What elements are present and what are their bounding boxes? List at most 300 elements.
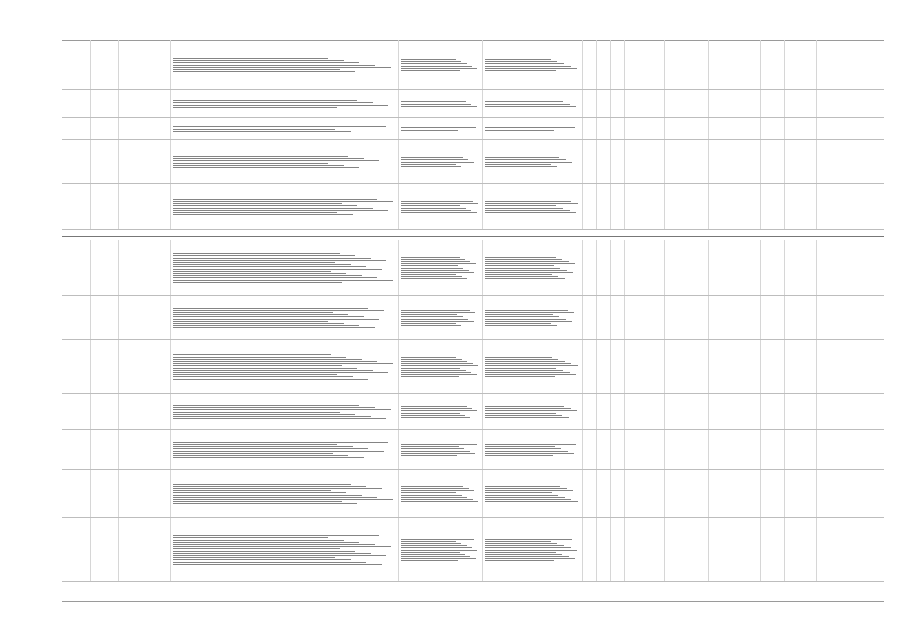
cell-name [118,184,170,230]
cell-cat [624,470,664,518]
text-lines [485,432,579,468]
text-line [401,205,460,206]
text-line [173,363,393,364]
cell-text [816,430,884,470]
text-line [485,560,554,561]
cell-text [118,296,170,340]
cell-v1 [582,340,596,394]
text-line [173,359,362,360]
text-line [401,201,473,202]
text-line [173,310,384,311]
cell-org [816,140,884,184]
cell-text [784,184,816,230]
text-line [401,159,468,160]
text-line [173,503,357,504]
cell-use [664,240,708,296]
cell-text [596,470,610,518]
table-row [62,90,884,118]
cell-num [760,518,784,582]
table-row [62,296,884,340]
text-line [485,314,553,315]
cell-v2 [596,296,610,340]
text-line [173,418,386,419]
text-line [173,163,328,164]
text-line [173,562,366,563]
cell-text [596,296,610,340]
cell-text [118,140,170,184]
cell-text [708,296,760,340]
text-line [401,417,470,418]
text-line [401,453,475,454]
cell-v2 [596,340,610,394]
text-line [173,455,348,456]
text-line [173,442,388,443]
text-line [401,406,467,407]
cell-date [784,184,816,230]
text-line [401,276,462,277]
cell-v3 [610,184,624,230]
text-line [485,130,554,131]
cell-date [784,140,816,184]
text-line [173,488,382,489]
cell-text [118,240,170,296]
text-line [401,488,469,489]
text-line [485,268,560,269]
cell-text [90,184,118,230]
cell-bound_a [398,184,482,230]
table-row [62,40,884,90]
cell-num [760,40,784,90]
text-line [173,160,379,161]
text-line [485,263,575,264]
text-line [485,368,556,369]
cell-text [664,340,708,394]
table-row [62,394,884,430]
text-line [173,412,340,413]
cell-use [664,40,708,90]
cell-text [760,118,784,140]
cell-cat [624,340,664,394]
cell-text [582,340,596,394]
cell-bound_b [482,340,582,394]
cell-v1 [582,394,596,430]
cell-name [118,518,170,582]
text-line [401,361,467,362]
text-line [173,551,355,552]
cell-text [760,340,784,394]
text-lines [401,242,479,294]
cell-num [760,394,784,430]
cell-bound_b [482,184,582,230]
cell-text [664,184,708,230]
cell-bound_b [482,118,582,140]
cell-text [90,40,118,90]
cell-v2 [596,90,610,118]
text-lines [173,92,395,116]
text-lines [485,520,579,580]
text-line [173,260,386,261]
cell-text [62,518,90,582]
text-line [401,166,461,167]
cell-text [62,394,90,430]
cell-code [90,90,118,118]
cell-own [708,394,760,430]
text-line [401,376,459,377]
text-line [173,126,386,127]
text-line [485,376,555,377]
cell-v1 [582,118,596,140]
cell-text [118,118,170,140]
text-line [173,314,348,315]
cell-text [784,470,816,518]
cell-text [784,296,816,340]
table-row [62,470,884,518]
cell-text [760,40,784,90]
text-line [173,262,335,263]
text-line [485,157,559,158]
cell-text [90,430,118,470]
text-line [401,410,477,411]
text-line [401,325,461,326]
text-line [485,274,552,275]
cell-desc [170,90,398,118]
text-lines [173,520,395,580]
text-line [401,444,477,445]
text-line [485,539,572,540]
text-line [485,543,557,544]
cell-bound_b [482,296,582,340]
cell-text [624,296,664,340]
text-line [173,409,391,410]
cell-v1 [582,184,596,230]
row-divider [62,581,884,582]
text-line [173,540,344,541]
cell-text [816,240,884,296]
text-line [173,264,351,265]
text-line [173,158,364,159]
text-line [485,455,553,456]
text-line [485,446,555,447]
cell-v1 [582,296,596,340]
text-line [173,308,368,309]
text-line [173,258,371,259]
text-line [173,199,377,200]
text-line [173,255,355,256]
cell-n [62,394,90,430]
text-line [173,208,373,209]
text-line [401,372,471,373]
cell-n [62,90,90,118]
cell-org [816,40,884,90]
cell-bound_b [482,140,582,184]
cell-v3 [610,340,624,394]
text-line [173,107,337,108]
cell-text [90,118,118,140]
cell-text [610,240,624,296]
text-line [401,545,467,546]
cell-text [760,470,784,518]
cell-v2 [596,40,610,90]
cell-use [664,184,708,230]
cell-text [90,240,118,296]
text-lines [173,142,395,182]
text-line [485,325,557,326]
text-line [173,553,371,554]
text-line [173,69,340,70]
text-line [485,410,577,411]
text-line [401,272,474,273]
cell-v3 [610,470,624,518]
text-line [173,327,375,328]
text-line [485,550,577,551]
text-line [173,544,375,545]
text-line [173,372,388,373]
text-line [173,212,337,213]
cell-use [664,470,708,518]
text-line [173,559,351,560]
cell-desc [170,430,398,470]
cell-text [760,518,784,582]
cell-desc [170,394,398,430]
text-line [173,374,337,375]
text-line [173,555,386,556]
text-line [401,127,476,128]
cell-desc [170,470,398,518]
cell-desc [170,140,398,184]
cell-text [118,470,170,518]
text-line [401,263,476,264]
text-line [485,374,576,375]
cell-text [624,118,664,140]
text-line [401,104,471,105]
cell-text [62,340,90,394]
cell-text [708,118,760,140]
text-line [401,259,465,260]
cell-text [708,90,760,118]
cell-org [816,240,884,296]
text-line [173,253,340,254]
text-line [173,486,366,487]
text-line [485,357,552,358]
text-line [485,312,574,313]
text-line [173,453,333,454]
text-lines [485,342,579,392]
cell-text [624,90,664,118]
cell-own [708,118,760,140]
text-lines [173,472,395,516]
text-lines [401,142,479,182]
text-line [173,546,391,547]
text-line [485,59,551,60]
text-lines [401,342,479,392]
text-line [173,273,346,274]
text-line [485,552,556,553]
cell-text [708,240,760,296]
cell-text [624,340,664,394]
cell-text [708,470,760,518]
text-line [173,105,388,106]
text-line [485,201,571,202]
cell-text [664,430,708,470]
cell-own [708,140,760,184]
table-row [62,184,884,230]
table-row [62,140,884,184]
text-line [173,323,344,324]
cell-bound_a [398,40,482,90]
cell-v1 [582,518,596,582]
cell-num [760,470,784,518]
cell-text [816,40,884,90]
text-line [485,106,576,107]
cell-text [596,40,610,90]
text-line [401,316,463,317]
cell-v2 [596,118,610,140]
cell-text [816,140,884,184]
text-line [485,212,576,213]
text-line [173,368,357,369]
text-line [173,446,353,447]
cell-text [760,240,784,296]
text-line [485,359,558,360]
text-line [485,68,577,69]
text-line [401,556,470,557]
cell-text [784,240,816,296]
text-lines [401,432,479,468]
text-line [401,101,466,102]
text-line [401,203,478,204]
cell-text [816,90,884,118]
cell-code [90,470,118,518]
text-line [401,162,474,163]
cell-cat [624,140,664,184]
cell-text [624,140,664,184]
cell-own [708,340,760,394]
cell-text [784,394,816,430]
cell-bound_a [398,394,482,430]
cell-v3 [610,90,624,118]
text-line [401,448,464,449]
text-line [173,490,331,491]
text-line [401,106,477,107]
cell-date [784,340,816,394]
cell-bound_a [398,430,482,470]
text-line [173,67,391,68]
cell-name [118,240,170,296]
text-line [173,58,328,59]
text-lines [401,92,479,116]
text-line [401,212,477,213]
text-line [485,492,552,493]
cell-text [596,240,610,296]
text-line [173,312,333,313]
text-line [173,100,357,101]
cell-n [62,184,90,230]
cell-n [62,140,90,184]
text-line [485,541,551,542]
cell-text [118,90,170,118]
text-line [173,271,331,272]
text-lines [401,396,479,428]
text-lines [485,472,579,516]
cell-v2 [596,140,610,184]
text-line [173,414,355,415]
cell-own [708,296,760,340]
cell-bound_b [482,40,582,90]
cell-text [610,90,624,118]
cell-text [118,430,170,470]
cell-n [62,470,90,518]
text-line [401,370,466,371]
cell-v3 [610,518,624,582]
cell-n [62,40,90,90]
cell-text [610,470,624,518]
text-line [485,257,556,258]
text-line [485,486,560,487]
cell-v3 [610,118,624,140]
section-divider [62,236,884,237]
cell-name [118,140,170,184]
text-line [485,545,564,546]
text-line [485,448,561,449]
cell-code [90,394,118,430]
text-line [173,269,382,270]
cell-date [784,394,816,430]
text-line [401,539,474,540]
cell-text [664,118,708,140]
cell-use [664,518,708,582]
cell-code [90,296,118,340]
cell-org [816,90,884,118]
text-line [401,541,456,542]
text-line [173,451,384,452]
text-line [401,59,456,60]
text-line [401,312,475,313]
cell-text [664,40,708,90]
text-lines [173,432,395,468]
text-lines [173,42,395,88]
cell-text [596,430,610,470]
text-line [173,407,375,408]
table-row [62,430,884,470]
text-line [401,310,470,311]
cell-text [784,430,816,470]
text-line [485,490,573,491]
cell-text [596,140,610,184]
cell-text [664,394,708,430]
text-line [401,270,469,271]
cell-text [784,40,816,90]
text-line [401,265,458,266]
cell-v2 [596,518,610,582]
text-line [401,490,474,491]
text-line [485,203,578,204]
text-line [401,63,467,64]
cell-text [90,296,118,340]
text-line [401,451,470,452]
cell-text [624,470,664,518]
text-lines [401,42,479,88]
cell-own [708,430,760,470]
text-line [401,157,463,158]
cell-text [816,340,884,394]
cell-text [784,518,816,582]
cell-date [784,118,816,140]
cell-text [708,184,760,230]
cell-desc [170,340,398,394]
text-line [401,314,457,315]
cell-text [90,470,118,518]
cell-text [784,90,816,118]
